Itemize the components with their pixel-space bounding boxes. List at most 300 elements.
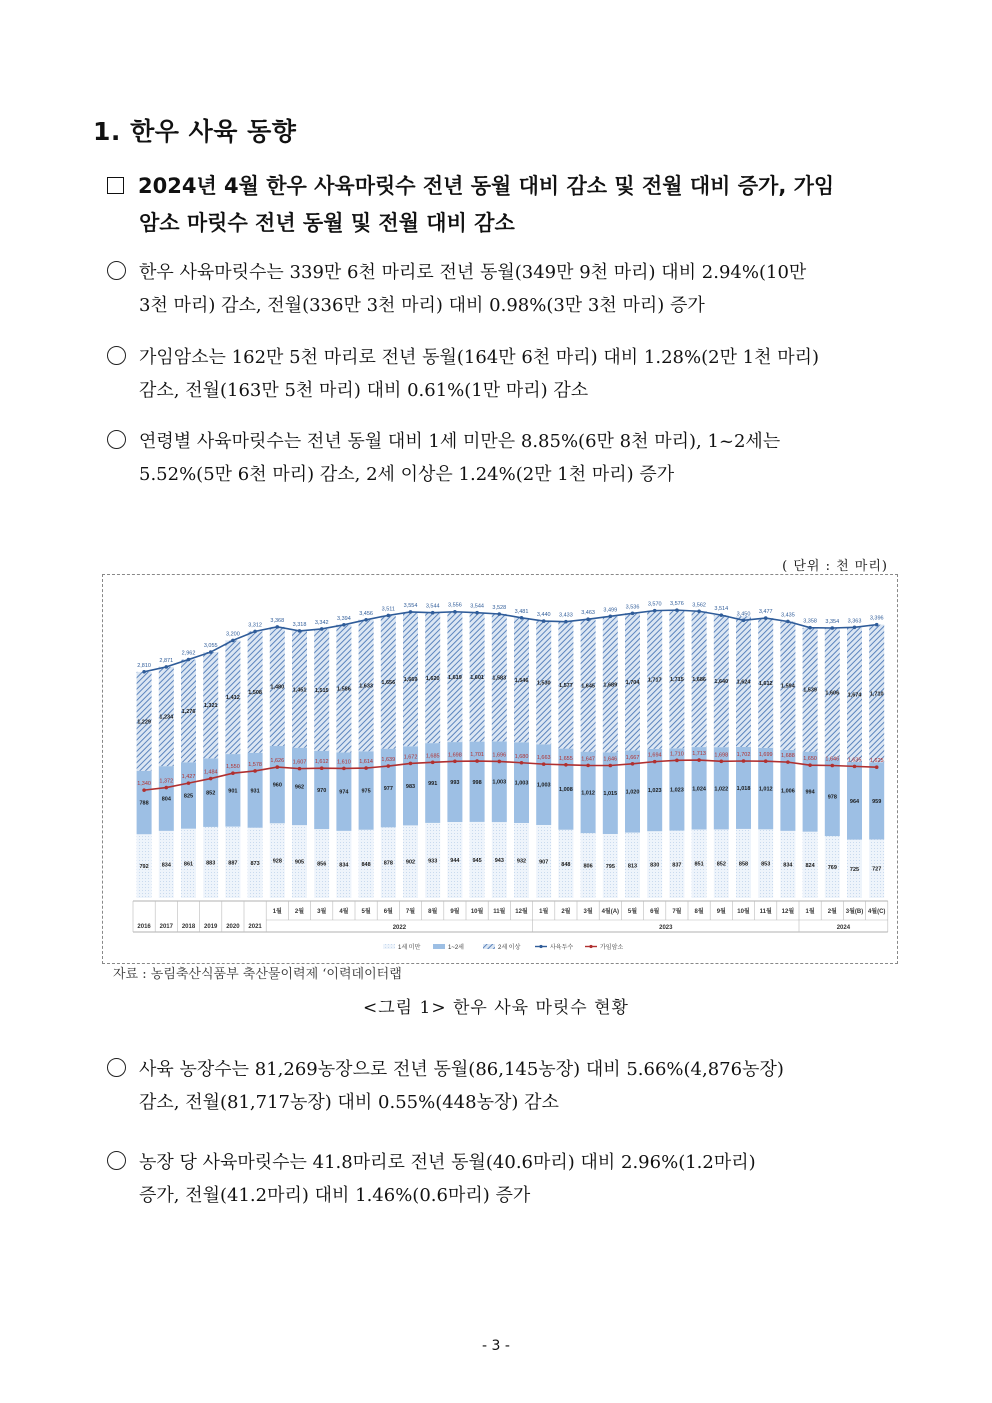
source-note: 자료 : 농림축산식품부 축산물이력제 ‘이력데이터랩 — [113, 967, 402, 982]
bar-data-label: 804 — [161, 796, 171, 803]
total-herd-point — [831, 626, 835, 630]
total-herd-point — [453, 610, 457, 614]
bar-data-label: 959 — [872, 798, 882, 805]
figure-caption: <그림 1> 한우 사육 마릿수 현황 — [363, 998, 629, 1018]
breeding-cow-point — [697, 758, 701, 762]
bullet-line-1: 사육 농장수는 81,269농장으로 전년 동월(86,145농장) 대비 5.66%(4,876농장) — [139, 1059, 784, 1080]
total-herd-point — [697, 609, 701, 613]
total-herd-data-label: 3,511 — [381, 606, 395, 613]
bullet-item — [107, 341, 902, 407]
bar-data-label: 1,546 — [514, 678, 529, 685]
bar-data-label: 1,539 — [803, 687, 817, 694]
x-tick-label: 1월 — [805, 909, 815, 915]
legend-label: 2세 이상 — [498, 945, 521, 951]
circle-bullet-icon — [107, 346, 126, 365]
x-tick-label: 1월 — [272, 909, 282, 915]
legend-label: 1세 미만 — [398, 945, 421, 951]
breeding-cow-data-label: 1,667 — [625, 754, 640, 761]
breeding-cow-data-label: 1,427 — [181, 774, 196, 781]
bar-data-label: 943 — [494, 858, 504, 865]
total-herd-data-label: 3,556 — [448, 602, 462, 609]
bar-data-label: 1,015 — [603, 791, 618, 798]
bar-data-label: 1,022 — [714, 786, 729, 793]
x-tick-label: 2017 — [159, 924, 173, 930]
x-tick-label: 2020 — [226, 924, 240, 930]
bar-data-label: 852 — [716, 861, 726, 868]
x-tick-label: 7월 — [672, 909, 682, 915]
bar-data-label: 964 — [849, 798, 860, 805]
total-herd-data-label: 3,055 — [203, 643, 218, 650]
total-herd-point — [653, 609, 657, 613]
bar-data-label: 1,012 — [581, 790, 595, 797]
total-herd-point — [742, 618, 746, 622]
legend-label: 가임암소 — [600, 945, 624, 951]
x-tick-label: 10월 — [470, 909, 484, 915]
bar-data-label: 1,006 — [781, 788, 795, 795]
year-group-label: 2023 — [659, 925, 673, 931]
total-herd-data-label: 3,200 — [226, 631, 240, 638]
bar-data-label: 1,412 — [226, 695, 240, 702]
bar-data-label: 1,003 — [536, 782, 551, 789]
bar-data-label: 1,577 — [559, 683, 573, 690]
total-herd-point — [631, 612, 635, 616]
breeding-cow-data-label: 1,663 — [536, 755, 551, 762]
bar-data-label: 1,633 — [359, 683, 373, 690]
breeding-cow-point — [253, 769, 257, 773]
x-tick-label: 6월 — [383, 909, 393, 915]
total-herd-point — [564, 620, 568, 624]
x-tick-label: 4월(A) — [601, 909, 620, 915]
total-herd-point — [320, 627, 324, 631]
bullet-item — [107, 256, 902, 322]
bar-data-label: 901 — [228, 788, 238, 795]
total-herd-point — [342, 623, 346, 627]
x-tick-label: 7월 — [405, 909, 416, 915]
total-herd-point — [387, 614, 391, 618]
bar-data-label: 1,020 — [625, 789, 640, 796]
bar-data-label: 727 — [872, 866, 882, 873]
bar-data-label: 878 — [383, 860, 393, 867]
total-herd-data-label: 3,456 — [359, 610, 373, 617]
total-herd-point — [786, 620, 790, 624]
total-herd-point — [209, 650, 213, 654]
total-herd-point — [142, 670, 146, 674]
breeding-cow-point — [231, 771, 235, 775]
total-herd-point — [364, 618, 368, 622]
total-herd-point — [675, 608, 679, 612]
total-herd-point — [165, 665, 169, 669]
legend-swatch — [483, 944, 495, 949]
bar-data-label: 1,669 — [403, 677, 418, 684]
x-tick-label: 2019 — [204, 924, 218, 930]
bar-data-label: 1,715 — [670, 677, 684, 684]
bar-data-label: 1,012 — [758, 786, 773, 793]
bar-data-label: 1,583 — [492, 675, 507, 682]
x-tick-label: 12월 — [781, 909, 795, 915]
total-herd-point — [720, 613, 724, 617]
breeding-cow-point — [742, 759, 746, 763]
breeding-cow-data-label: 1,647 — [581, 756, 595, 763]
breeding-cow-point — [808, 763, 812, 767]
total-herd-point — [475, 611, 479, 615]
circle-bullet-icon — [107, 261, 126, 280]
headline-line-2: 암소 마릿수 전년 동월 및 전월 대비 감소 — [139, 211, 515, 235]
bar-data-label: 858 — [738, 861, 749, 868]
bar-data-label: 848 — [561, 861, 571, 868]
x-tick-label: 2021 — [248, 924, 262, 930]
bullet-line-2: 3천 마리) 감소, 전월(336만 3천 마리) 대비 0.98%(3만 3천 마리) 증가 — [139, 295, 705, 316]
bar-data-label: 1,674 — [847, 692, 862, 699]
total-herd-point — [253, 630, 257, 634]
breeding-cow-point — [165, 786, 169, 790]
bar-data-label: 933 — [428, 858, 438, 865]
herd-chart — [103, 575, 897, 963]
bar-data-label: 788 — [139, 800, 149, 807]
bar-data-label: 1,606 — [825, 690, 840, 697]
bullet-item — [107, 425, 902, 491]
breeding-cow-data-label: 1,635 — [847, 757, 862, 764]
bar-data-label: 1,003 — [492, 779, 507, 786]
breeding-cow-data-label: 1,550 — [226, 764, 240, 771]
total-herd-data-label: 3,450 — [736, 611, 751, 618]
headline — [107, 168, 907, 242]
bar-data-label: 1,717 — [647, 677, 662, 684]
breeding-cow-data-label: 1,610 — [337, 759, 351, 766]
breeding-cow-data-label: 1,607 — [292, 759, 307, 766]
bar-data-label: 795 — [605, 864, 615, 871]
breeding-cow-point — [675, 759, 679, 763]
total-herd-data-label: 3,528 — [492, 604, 507, 611]
breeding-cow-point — [786, 760, 790, 764]
bar-data-label: 928 — [272, 858, 282, 865]
total-herd-point — [498, 612, 502, 616]
x-tick-label: 12월 — [515, 909, 528, 915]
bar-data-label: 902 — [405, 859, 416, 866]
breeding-cow-point — [875, 765, 879, 769]
bar-data-label: 1,480 — [270, 684, 285, 691]
breeding-cow-point — [764, 759, 768, 763]
total-herd-data-label: 3,358 — [803, 618, 817, 625]
bar-data-label: 1,612 — [758, 680, 773, 687]
bullet-item — [107, 1053, 902, 1119]
bar-data-label: 1,515 — [314, 688, 329, 695]
x-tick-label: 2월 — [294, 909, 305, 915]
total-herd-point — [586, 617, 590, 621]
bar-data-label: 837 — [672, 862, 682, 869]
x-tick-label: 2018 — [181, 924, 196, 930]
bar-data-label: 1,710 — [869, 691, 884, 698]
unit-note: ( 단위 : 천 마리) — [782, 559, 888, 574]
legend-marker — [539, 945, 542, 948]
total-herd-point — [853, 625, 857, 629]
bar-data-label: 944 — [450, 858, 460, 865]
total-herd-data-label: 2,962 — [181, 650, 196, 657]
legend-swatch — [433, 944, 445, 949]
bar-data-label: 1,689 — [603, 682, 618, 689]
total-herd-data-label: 3,318 — [292, 621, 307, 628]
x-tick-label: 3월 — [583, 909, 593, 915]
legend-swatch — [383, 944, 395, 949]
bar-data-label: 830 — [650, 862, 660, 869]
breeding-cow-point — [409, 762, 413, 766]
bar-data-label: 883 — [206, 860, 216, 867]
bar-data-label: 977 — [383, 785, 393, 792]
bullet-line-1: 가임암소는 162만 5천 마리로 전년 동월(164만 6천 마리) 대비 1.28%(2만 1천 마리) — [139, 347, 820, 368]
page-number: - 3 - — [482, 1338, 510, 1354]
breeding-cow-data-label: 1,701 — [470, 752, 484, 759]
x-tick-label: 8월 — [694, 909, 704, 915]
breeding-cow-data-label: 1,696 — [492, 752, 507, 759]
bar-data-label: 1,023 — [670, 787, 684, 794]
total-herd-data-label: 3,514 — [714, 606, 729, 613]
circle-bullet-icon — [107, 1058, 126, 1077]
breeding-cow-data-label: 1,680 — [514, 753, 529, 760]
total-herd-data-label: 3,576 — [670, 601, 684, 608]
breeding-cow-point — [142, 788, 146, 792]
total-herd-data-label: 3,312 — [248, 622, 262, 629]
total-herd-point — [187, 658, 191, 662]
total-herd-data-label: 3,463 — [581, 610, 595, 617]
bar-data-label: 1,321 — [203, 703, 218, 710]
bar-data-label: 1,508 — [248, 690, 262, 697]
bullet-line-2: 5.52%(5만 6천 마리) 감소, 2세 이상은 1.24%(2만 1천 마리) 증가 — [139, 464, 675, 485]
circle-bullet-icon — [107, 430, 126, 449]
breeding-cow-point — [564, 763, 568, 767]
bar-data-label: 962 — [294, 784, 305, 791]
breeding-cow-data-label: 1,646 — [603, 756, 618, 763]
total-herd-point — [231, 639, 235, 643]
x-tick-label: 6월 — [650, 909, 660, 915]
legend-marker — [589, 945, 592, 948]
bar-data-label: 1,276 — [181, 708, 196, 715]
bar-data-label: 1,023 — [647, 788, 662, 795]
total-herd-data-label: 3,342 — [314, 619, 329, 626]
bar-data-label: 994 — [805, 789, 815, 796]
breeding-cow-point — [498, 760, 502, 764]
breeding-cow-data-label: 1,625 — [869, 758, 884, 765]
bullet-line-1: 연령별 사육마릿수는 전년 동월 대비 1세 미만은 8.85%(6만 8천 마리), 1~2세는 — [139, 431, 781, 452]
bar-data-label: 1,686 — [692, 677, 706, 684]
total-herd-point — [409, 610, 413, 614]
breeding-cow-point — [853, 765, 857, 769]
bar-data-label: 873 — [250, 860, 260, 867]
total-herd-point — [542, 619, 546, 623]
breeding-cow-point — [520, 761, 524, 765]
bar-data-label: 1,008 — [559, 787, 573, 794]
total-herd-data-label: 3,354 — [825, 619, 840, 626]
bar-data-label: 907 — [539, 859, 549, 866]
breeding-cow-data-label: 1,698 — [714, 752, 729, 759]
total-herd-data-label: 2,810 — [137, 662, 151, 669]
checkbox-square-icon — [107, 177, 124, 194]
bullet-line-2: 감소, 전월(81,717농장) 대비 0.55%(448농장) 감소 — [139, 1092, 559, 1113]
breeding-cow-point — [320, 766, 324, 770]
total-herd-data-label: 3,570 — [647, 601, 662, 608]
breeding-cow-point — [653, 760, 657, 764]
breeding-cow-point — [453, 760, 457, 764]
bar-data-label: 1,624 — [736, 679, 751, 686]
total-herd-data-label: 3,481 — [514, 608, 529, 615]
total-herd-point — [298, 629, 302, 633]
breeding-cow-point — [298, 767, 302, 771]
bar-data-label: 848 — [361, 861, 371, 868]
bar-data-label: 856 — [317, 861, 327, 868]
bar-data-label: 1,656 — [381, 680, 396, 687]
total-herd-data-label: 3,396 — [869, 615, 884, 622]
headline-line-1: 2024년 4월 한우 사육마릿수 전년 동월 대비 감소 및 전월 대비 증가, 가임 — [138, 174, 835, 198]
breeding-cow-data-label: 1,698 — [448, 752, 462, 759]
x-tick-label: 10월 — [737, 909, 750, 915]
total-herd-data-label: 2,871 — [159, 657, 174, 664]
breeding-cow-data-label: 1,646 — [825, 756, 840, 763]
breeding-cow-point — [609, 764, 613, 768]
breeding-cow-data-label: 1,685 — [425, 753, 440, 760]
bar-data-label: 853 — [761, 861, 771, 868]
breeding-cow-point — [364, 766, 368, 770]
bar-data-label: 905 — [294, 859, 305, 866]
bar-data-label: 991 — [428, 781, 438, 788]
total-herd-data-label: 3,368 — [270, 617, 285, 624]
bar-data-label: 998 — [472, 779, 482, 786]
total-herd-data-label: 3,544 — [470, 603, 484, 610]
bar-data-label: 769 — [827, 865, 837, 872]
x-tick-label: 9월 — [716, 909, 726, 915]
x-tick-label: 4월 — [339, 909, 349, 915]
x-tick-label: 9월 — [450, 909, 460, 915]
x-tick-label: 5월 — [361, 909, 371, 915]
section-title: 1. 한우 사육 동향 — [93, 117, 297, 146]
x-tick-label: 11월 — [493, 909, 506, 915]
breeding-cow-point — [187, 781, 191, 785]
bullet-item — [107, 1146, 902, 1212]
breeding-cow-data-label: 1,612 — [314, 759, 329, 766]
bar-data-label: 834 — [783, 862, 793, 869]
bullet-line-2: 감소, 전월(163만 5천 마리) 대비 0.61%(1만 마리) 감소 — [139, 380, 589, 401]
breeding-cow-data-label: 1,702 — [736, 751, 751, 758]
bar-data-label: 1,594 — [781, 683, 795, 690]
bar-data-label: 1,234 — [159, 714, 174, 721]
x-tick-label: 11월 — [759, 909, 772, 915]
breeding-cow-data-label: 1,626 — [270, 758, 285, 765]
total-herd-point — [276, 625, 280, 629]
x-tick-label: 2월 — [561, 909, 571, 915]
bar-data-label: 834 — [161, 862, 171, 869]
breeding-cow-point — [342, 767, 346, 771]
total-herd-data-label: 3,562 — [692, 602, 706, 609]
bullet-line-1: 농장 당 사육마릿수는 41.8마리로 전년 동월(40.6마리) 대비 2.96%(1.2마리) — [139, 1152, 756, 1173]
breeding-cow-data-label: 1,655 — [559, 755, 573, 762]
total-herd-data-label: 3,554 — [403, 602, 418, 609]
breeding-cow-data-label: 1,372 — [159, 778, 174, 785]
bar-data-label: 851 — [694, 861, 704, 868]
bar-data-label: 813 — [627, 863, 638, 870]
bar-data-label: 1,704 — [625, 679, 640, 686]
total-herd-point — [609, 615, 613, 619]
bar-data-label: 975 — [361, 788, 371, 795]
total-herd-data-label: 3,536 — [625, 604, 640, 611]
breeding-cow-point — [387, 764, 391, 768]
total-herd-point — [520, 616, 524, 620]
bar-data-label: 1,003 — [514, 780, 529, 787]
bar-data-label: 1,586 — [337, 686, 351, 693]
bar-data-label: 806 — [583, 863, 593, 870]
x-tick-label: 1월 — [539, 909, 549, 915]
chart-frame — [102, 574, 898, 964]
breeding-cow-data-label: 1,713 — [692, 751, 706, 758]
total-herd-data-label: 3,544 — [425, 603, 440, 610]
x-tick-label: 3월(B) — [845, 909, 864, 915]
breeding-cow-point — [475, 759, 479, 763]
breeding-cow-point — [831, 764, 835, 768]
breeding-cow-data-label: 1,614 — [359, 759, 373, 766]
bar-data-label: 887 — [228, 860, 238, 867]
breeding-cow-point — [431, 761, 435, 765]
breeding-cow-point — [276, 765, 280, 769]
total-herd-data-label: 3,435 — [781, 612, 795, 619]
bar-data-label: 978 — [827, 794, 837, 801]
x-tick-label: 4월(C) — [867, 909, 886, 915]
breeding-cow-data-label: 1,688 — [781, 753, 795, 760]
breeding-cow-data-label: 1,699 — [758, 752, 773, 759]
bar-data-label: 1,645 — [581, 683, 595, 690]
x-tick-label: 8월 — [428, 909, 438, 915]
total-herd-point — [764, 616, 768, 620]
bar-data-label: 1,640 — [714, 679, 729, 686]
legend-label: 사육두수 — [550, 945, 574, 951]
total-herd-point — [875, 623, 879, 627]
bar-data-label: 993 — [450, 780, 460, 787]
bar-data-label: 1,620 — [425, 675, 440, 682]
total-herd-point — [431, 611, 435, 615]
bar-data-label: 970 — [317, 788, 327, 795]
bar-data-label: 1,451 — [292, 687, 307, 694]
year-group-label: 2022 — [392, 925, 407, 931]
bullet-line-2: 증가, 전월(41.2마리) 대비 1.46%(0.6마리) 증가 — [139, 1185, 531, 1206]
breeding-cow-data-label: 1,672 — [403, 754, 418, 761]
bar-data-label: 931 — [250, 788, 260, 795]
circle-bullet-icon — [107, 1151, 126, 1170]
bar-data-label: 932 — [516, 858, 527, 865]
year-group-label: 2024 — [836, 925, 851, 931]
legend-label: 1~2세 — [448, 945, 464, 951]
bar-data-label: 1,229 — [137, 719, 151, 726]
total-herd-data-label: 3,363 — [847, 618, 862, 625]
bar-data-label: 852 — [206, 790, 216, 797]
bar-data-label: 945 — [472, 857, 482, 864]
bar-data-label: 792 — [139, 864, 149, 871]
bar-data-label: 725 — [849, 866, 860, 873]
bar-data-label: 825 — [183, 793, 194, 800]
bar-data-label: 861 — [183, 861, 194, 868]
breeding-cow-point — [209, 777, 213, 781]
bullet-line-1: 한우 사육마릿수는 339만 6천 마리로 전년 동월(349만 9천 마리) 대비 2.94%(10만 — [139, 262, 807, 283]
breeding-cow-point — [542, 762, 546, 766]
bar-data-label: 1,024 — [692, 786, 706, 793]
breeding-cow-data-label: 1,710 — [670, 751, 684, 758]
bar-data-label: 834 — [339, 862, 349, 869]
total-herd-data-label: 3,440 — [536, 612, 551, 619]
total-herd-point — [808, 626, 812, 630]
total-herd-data-label: 3,477 — [758, 609, 773, 616]
x-tick-label: 2월 — [827, 909, 837, 915]
breeding-cow-data-label: 1,639 — [381, 757, 396, 764]
total-herd-data-label: 3,394 — [337, 615, 351, 622]
breeding-cow-data-label: 1,650 — [803, 756, 817, 763]
breeding-cow-data-label: 1,484 — [203, 769, 218, 776]
total-herd-data-label: 3,433 — [559, 612, 573, 619]
bar-data-label: 974 — [339, 789, 349, 796]
breeding-cow-point — [586, 764, 590, 768]
